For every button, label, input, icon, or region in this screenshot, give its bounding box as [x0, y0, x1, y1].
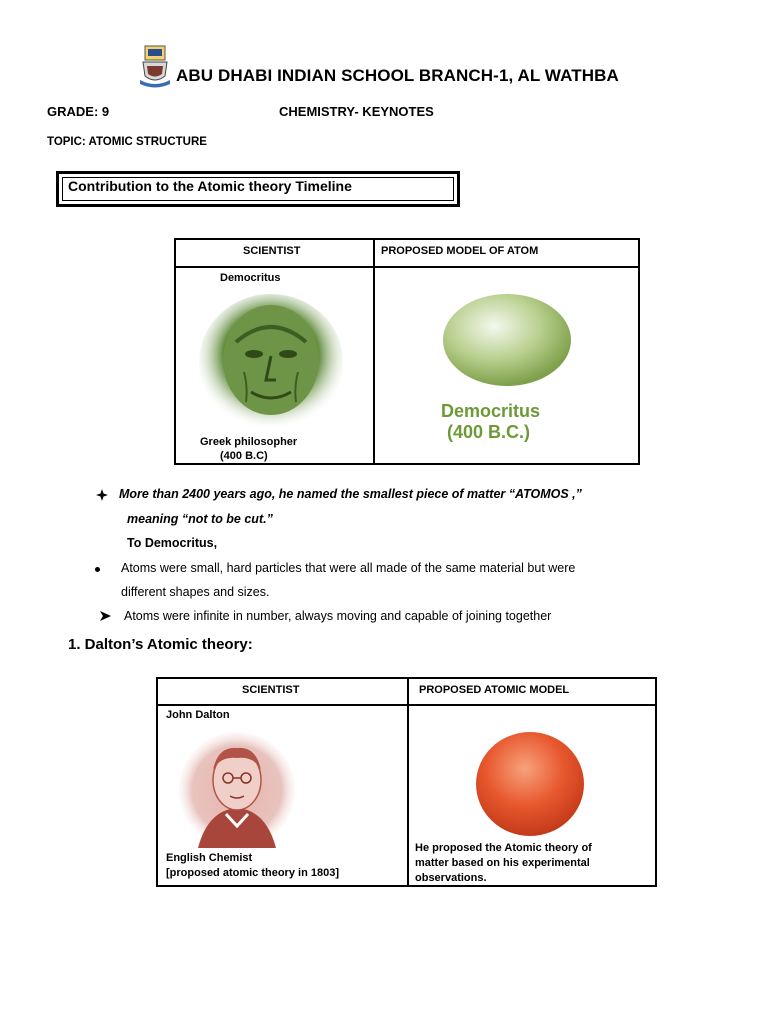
- dalton-name: John Dalton: [166, 709, 230, 721]
- dalton-section-title: 1. Dalton’s Atomic theory:: [68, 636, 253, 653]
- democritus-header-model: PROPOSED MODEL OF ATOM: [374, 239, 639, 267]
- democritus-table: [174, 238, 640, 465]
- subject-label: CHEMISTRY- KEYNOTES: [279, 104, 434, 119]
- dalton-header-model: PROPOSED ATOMIC MODEL: [408, 678, 656, 705]
- dalton-scientist-cell: [157, 705, 408, 886]
- dalton-model-desc-1: He proposed the Atomic theory of: [415, 842, 592, 854]
- democritus-scientist-cell: [175, 267, 374, 464]
- topic-label: TOPIC: ATOMIC STRUCTURE: [47, 136, 207, 148]
- democritus-date: (400 B.C): [220, 450, 268, 462]
- grade-label: GRADE: 9: [47, 104, 110, 119]
- note-line-3: To Democritus,: [127, 536, 218, 550]
- dalton-header-scientist: SCIENTIST: [157, 678, 408, 705]
- green-atom-sphere-icon: [441, 292, 573, 388]
- red-atom-sphere-icon: [475, 730, 585, 838]
- note-line-6: Atoms were infinite in number, always moving and capable of joining together: [124, 609, 552, 623]
- diamond-bullet-icon: [96, 489, 108, 501]
- dalton-model-desc-3: observations.: [415, 872, 487, 884]
- model-label-name: Democritus: [441, 401, 541, 421]
- school-name: ABU DHABI INDIAN SCHOOL BRANCH-1, AL WATHBA: [176, 66, 619, 85]
- democritus-header-scientist: SCIENTIST: [175, 239, 374, 267]
- democritus-name: Democritus: [220, 272, 281, 284]
- model-label-date: (400 B.C.): [447, 422, 531, 442]
- timeline-title: Contribution to the Atomic theory Timeline: [68, 178, 352, 194]
- round-bullet-icon: [95, 567, 100, 572]
- democritus-portrait-icon: [196, 292, 346, 432]
- dalton-portrait-icon: [178, 730, 296, 848]
- dalton-date: [proposed atomic theory in 1803]: [166, 867, 339, 879]
- note-line-4: Atoms were small, hard particles that were all made of the same material but were: [121, 561, 576, 575]
- dalton-model-desc-2: matter based on his experimental: [415, 857, 590, 869]
- dalton-model-cell: [408, 705, 656, 886]
- democritus-desc: Greek philosopher: [200, 436, 298, 448]
- dalton-table: [156, 677, 657, 887]
- arrow-bullet-icon: [100, 611, 111, 621]
- note-line-1: More than 2400 years ago, he named the smallest piece of matter “ATOMOS ,”: [119, 487, 582, 501]
- democritus-model-cell: [374, 267, 639, 464]
- note-line-5: different shapes and sizes.: [121, 585, 270, 599]
- dalton-desc: English Chemist: [166, 852, 253, 864]
- timeline-title-box: [56, 171, 460, 207]
- note-line-2: meaning “not to be cut.”: [127, 512, 273, 526]
- school-crest-icon: [138, 44, 172, 88]
